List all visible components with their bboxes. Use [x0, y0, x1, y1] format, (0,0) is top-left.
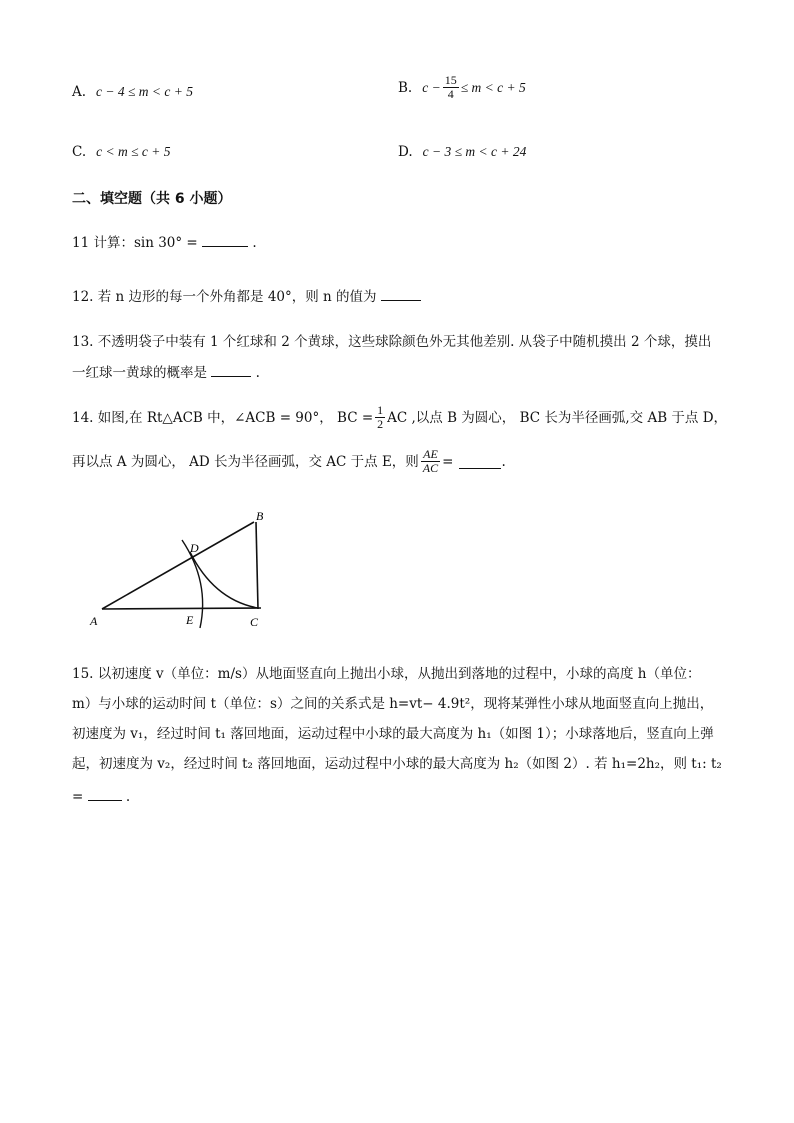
option-c-label: C.	[72, 144, 87, 160]
option-c-expression: c < m ≤ c + 5	[96, 144, 171, 159]
question-12-blank	[381, 286, 421, 301]
triangle-figure	[86, 508, 286, 638]
option-b-fraction	[443, 74, 459, 101]
option-b-label: B.	[398, 79, 413, 96]
segment-ac	[102, 608, 261, 609]
option-a-expression: c − 4 ≤ m < c + 5	[96, 84, 194, 99]
option-a	[72, 84, 193, 100]
question-13-text: 一红球一黄球的概率是	[72, 365, 207, 381]
option-b-numerator: 15	[444, 73, 457, 87]
question-14-half-numerator: 1	[377, 403, 384, 417]
question-15-line-5	[72, 786, 130, 807]
option-b-denominator: 4	[447, 87, 454, 101]
question-13-blank	[211, 362, 251, 377]
option-d-label: D.	[398, 144, 413, 160]
label-c: C	[250, 615, 259, 629]
question-13-line-2	[72, 362, 260, 383]
question-11-blank	[202, 232, 248, 247]
question-14-half-denominator: 2	[377, 417, 384, 431]
label-b: B	[256, 509, 264, 523]
question-14-text-b: AC ,以点 B 为圆心， BC 长为半径画弧,交 AB 于点 D，	[387, 409, 728, 426]
question-15-line-1: 15. 以初速度 v（单位：m/s）从地面竖直向上抛出小球，从抛出到落地的过程中，小球的高度 h（单位：	[72, 666, 701, 682]
question-11	[72, 232, 257, 253]
question-15-equals: =	[72, 789, 84, 805]
question-14-ratio-fraction	[421, 448, 440, 475]
question-15-line-3: 初速度为 v₁，经过时间 t₁ 落回地面，运动过程中小球的最大高度为 h₁（如图 1）；小球落地后，竖直向上弹	[72, 726, 714, 742]
section-title: 二、填空题（共 6 小题）	[72, 191, 232, 207]
question-14-period: .	[501, 453, 506, 470]
question-15-blank	[88, 786, 122, 801]
option-d-expression: c − 3 ≤ m < c + 24	[422, 144, 527, 159]
option-b-prefix: c −	[422, 79, 441, 95]
option-b	[398, 74, 526, 101]
segment-ab	[102, 522, 254, 609]
question-12-text: 12. 若 n 边形的每一个外角都是 40°，则 n 的值为	[72, 289, 377, 305]
question-14-text-c: 再以点 A 为圆心， AD 长为半径画弧，交 AC 于点 E，则	[72, 453, 419, 470]
question-14-text-a: 14. 如图,在 Rt△ACB 中，∠ACB = 90°， BC =	[72, 409, 374, 426]
question-15-line-4: 起，初速度为 v₂，经过时间 t₂ 落回地面，运动过程中小球的最大高度为 h₂（如图 2）. 若 h₁=2h₂，则 t₁: t₂	[72, 756, 722, 772]
label-e: E	[186, 613, 194, 627]
option-c	[72, 144, 171, 160]
option-d	[398, 144, 526, 160]
question-14-equals: =	[442, 453, 454, 470]
question-14-blank	[459, 454, 501, 469]
question-11-period: .	[252, 235, 257, 251]
question-13-period: .	[255, 365, 260, 381]
question-14-half-fraction	[375, 404, 385, 431]
question-14-line-2	[72, 448, 506, 475]
label-a: A	[90, 614, 98, 628]
segment-bc	[256, 522, 258, 609]
question-14-line-1	[72, 404, 727, 431]
question-12	[72, 286, 421, 307]
option-a-label: A.	[72, 84, 87, 100]
question-15-period: .	[125, 789, 131, 805]
question-11-text: 11 计算：sin 30° =	[72, 235, 198, 251]
option-b-suffix: ≤ m < c + 5	[460, 79, 526, 95]
question-15-line-2: m）与小球的运动时间 t（单位：s）之间的关系式是 h=vt− 4.9t²，现将某弹性小球从地面竖直向上抛出，	[72, 696, 714, 712]
question-14-ratio-denominator: AC	[422, 461, 439, 475]
question-13-line-1: 13. 不透明袋子中装有 1 个红球和 2 个黄球，这些球除颜色外无其他差别. 从袋子中随机摸出 2 个球，摸出	[72, 334, 712, 350]
label-d: D	[190, 541, 199, 555]
question-14-ratio-numerator: AE	[423, 447, 438, 461]
